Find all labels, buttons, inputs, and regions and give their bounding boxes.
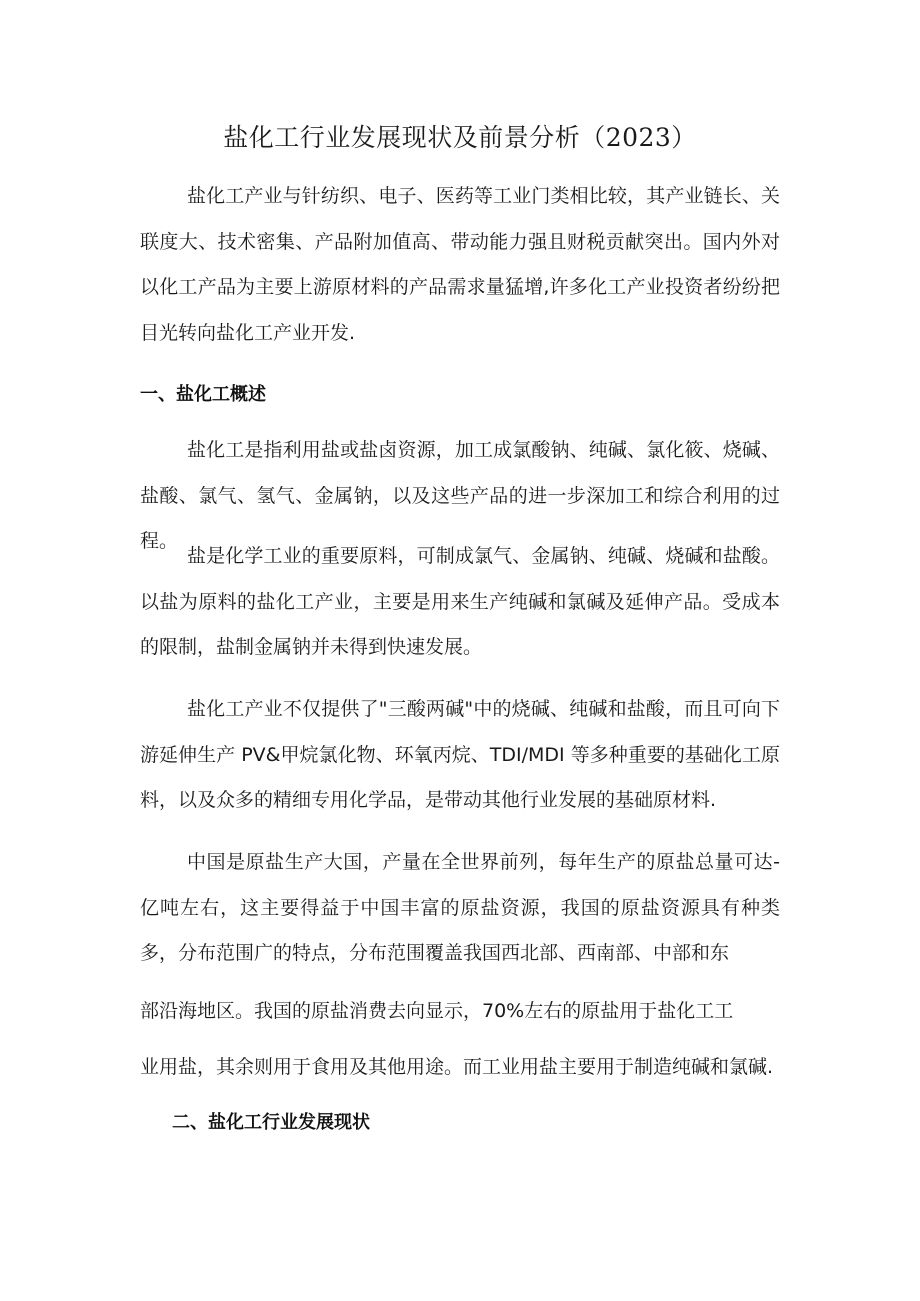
section-2-heading: 二、盐化工行业发展现状 (172, 1112, 370, 1133)
section-1-line-b: 业用盐，其余则用于食用及其他用途。而工业用盐主要用于制造纯碱和氯碱. (140, 1056, 774, 1078)
section-1-line-a: 部沿海地区。我国的原盐消费去向显示，70%左右的原盐用于盐化工工 (140, 1000, 734, 1022)
section-1-paragraph-2: 盐是化学工业的重要原料，可制成氯气、金属钠、纯碱、烧碱和盐酸。以盐为原料的盐化工产业，主要是用来生产纯碱和氯碱及延伸产品。受成本的限制，盐制金属钠并未得到快速发展。 (140, 545, 780, 658)
document-title: 盐化工行业发展现状及前景分析（2023） (223, 123, 697, 152)
section-1-paragraph-1: 盐化工是指利用盐或盐卤资源，加工成氯酸钠、纯碱、氯化筱、烧碱、盐酸、氯气、氢气、金属钠，以及这些产品的进一步深加工和综合利用的过程。 (140, 439, 780, 552)
intro-paragraph: 盐化工产业与针纺织、电子、医药等工业门类相比较，其产业链长、关联度大、技术密集、产品附加值高、带动能力强且财税贡献突出。国内外对以化工产品为主要上游原材料的产品需求量猛增,许多化工产业投资者纷纷把目光转向盐化工产业开发. (140, 185, 780, 344)
section-1-paragraph-3: 盐化工产业不仅提供了"三酸两碱"中的烧碱、纯碱和盐酸，而且可向下游延伸生产 PV&甲烷氯化物、环氧丙烷、TDI/MDI 等多种重要的基础化工原料，以及众多的精细专用化学品，是带动其他行业发展的基础原材料. (140, 698, 780, 811)
section-1-paragraph-4: 中国是原盐生产大国，产量在全世界前列，每年生产的原盐总量可达-亿吨左右，这主要得益于中国丰富的原盐资源，我国的原盐资源具有种类多，分布范围广的特点，分布范围覆盖我国西北部、西南部、中部和东 (140, 851, 780, 964)
section-1-heading: 一、盐化工概述 (140, 384, 266, 405)
